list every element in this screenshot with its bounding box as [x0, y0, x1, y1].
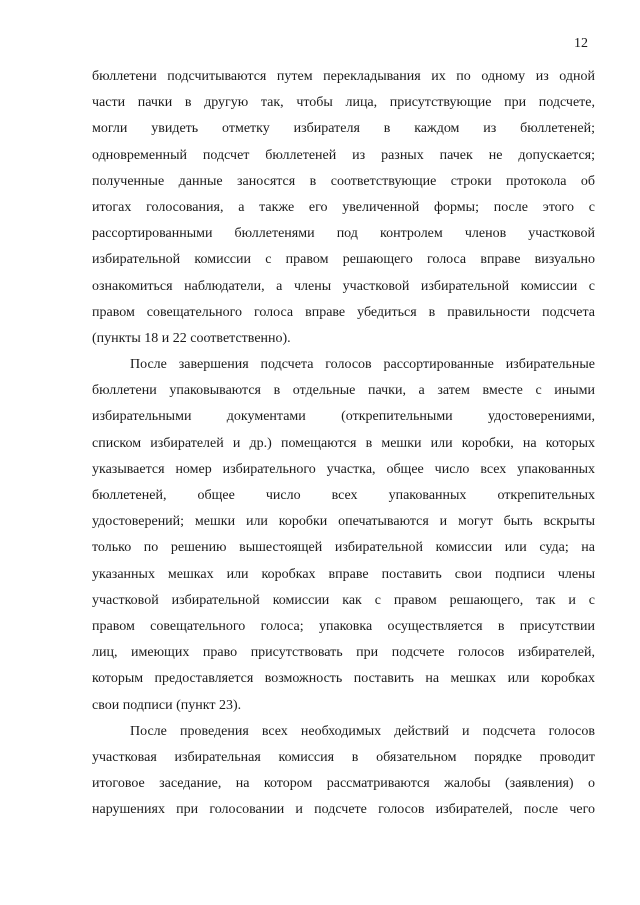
text-line: бюллетеней, общее число всех упакованных открепительных — [92, 488, 595, 503]
text-line: которым предоставляется возможность поставить на мешках или коробках — [92, 671, 595, 687]
text-line: бюллетени упаковываются в отдельные пачки, а затем вместе с иными — [92, 383, 595, 399]
text-line: итоговое заседание, на котором рассматриваются жалобы (заявления) о — [92, 776, 595, 792]
text-line: ознакомиться наблюдатели, а члены участковой избирательной комиссии с — [92, 278, 595, 294]
text-line: рассортированными бюллетенями под контролем членов участковой — [92, 226, 595, 242]
text-line: После завершения подсчета голосов рассортированные избирательные — [130, 357, 595, 373]
text-line: указанных мешках или коробках вправе поставить свои подписи члены — [92, 566, 595, 582]
text-line: После проведения всех необходимых действий и подсчета голосов — [130, 723, 595, 739]
text-line: бюллетени подсчитываются путем перекладывания их по одному из одной — [92, 69, 595, 84]
text-line: части пачки в другую так, чтобы лица, присутствующие при подсчете, — [92, 95, 595, 111]
paragraph-3 — [92, 719, 595, 824]
text-line: свои подписи (пункт 23). — [92, 697, 242, 713]
text-line: итогах голосования, а также его увеличенной формы; после этого с — [92, 199, 595, 215]
text-line: (пункты 18 и 22 соответственно). — [92, 330, 291, 346]
text-line: списком избирателей и др.) помещаются в мешки или коробки, на которых — [92, 435, 595, 451]
text-line: участковая избирательная комиссия в обязательном порядке проводит — [92, 749, 595, 765]
document-body — [92, 64, 595, 823]
text-line: лиц, имеющих право присутствовать при подсчете голосов избирателей, — [92, 645, 595, 661]
text-line: правом совещательного голоса вправе убедиться в правильности подсчета — [92, 304, 595, 320]
text-line: правом совещательного голоса; упаковка осуществляется в присутствии — [92, 618, 595, 634]
text-line: полученные данные заносятся в соответствующие строки протокола об — [92, 173, 595, 189]
text-line: избирательными документами (открепительными удостоверениями, — [92, 409, 595, 425]
text-line: нарушениях при голосовании и подсчете голосов избирателей, после чего — [92, 802, 595, 818]
paragraph-1 — [92, 64, 595, 352]
page-number: 12 — [574, 36, 588, 51]
text-line: могли увидеть отметку избирателя в каждом из бюллетеней; — [92, 121, 595, 137]
text-line: избирательной комиссии с правом решающего голоса вправе визуально — [92, 252, 595, 268]
text-line: указывается номер избирательного участка, общее число всех упакованных — [92, 461, 595, 477]
text-line: только по решению вышестоящей избирательной комиссии или суда; на — [92, 540, 595, 556]
text-line: участковой избирательной комиссии как с правом решающего, так и с — [92, 592, 595, 608]
text-line: удостоверений; мешки или коробки опечатываются и могут быть вскрыты — [92, 514, 595, 530]
text-line: одновременный подсчет бюллетеней из разных пачек не допускается; — [92, 147, 595, 163]
paragraph-2 — [92, 352, 595, 719]
